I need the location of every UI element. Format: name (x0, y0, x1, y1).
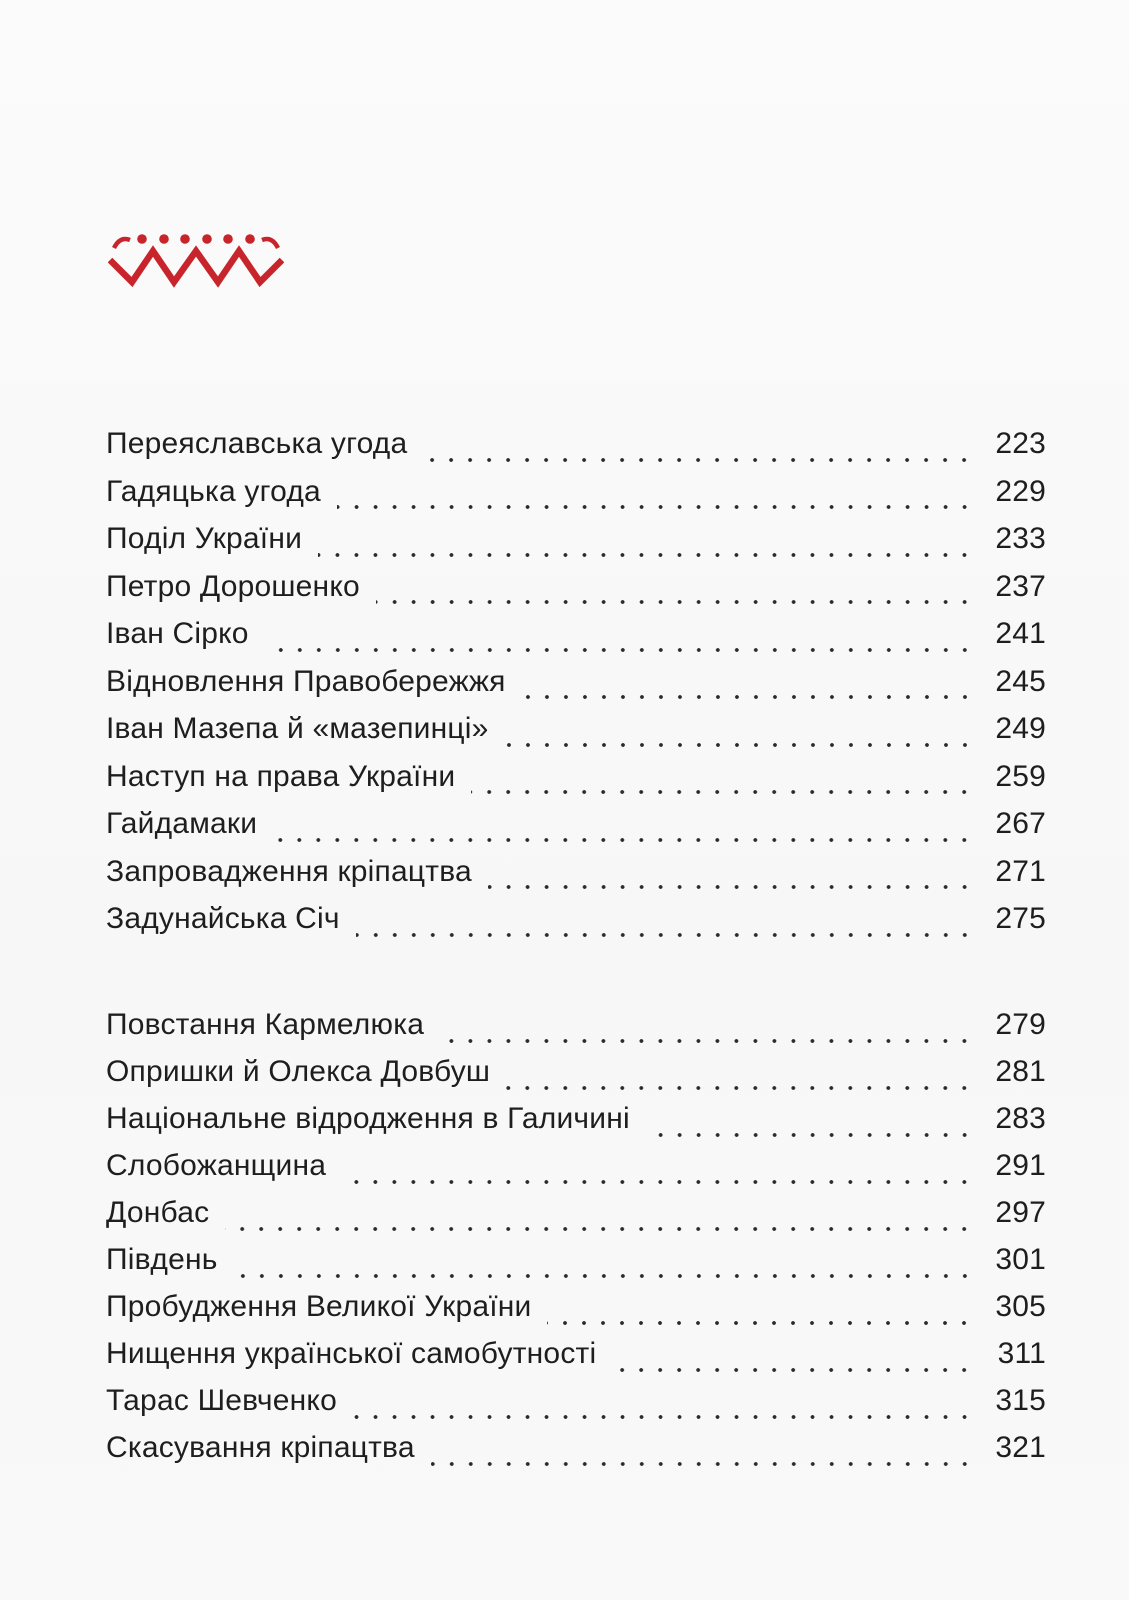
toc-entry-title: Запровадження кріпацтва (106, 854, 472, 888)
toc-entry-title: Поділ України (106, 522, 303, 555)
toc-entry-title: Південь (106, 1243, 218, 1276)
toc-entry-title: Петро Дорошенко (106, 569, 360, 603)
toc-entry-page: 279 (995, 1008, 1046, 1041)
toc-entry-title: Донбас (106, 1196, 210, 1229)
toc-entry-page: 223 (995, 427, 1046, 460)
toc-entry-page: 245 (995, 664, 1046, 698)
toc-leader-dots (522, 694, 974, 700)
toc-leader-dots (440, 1038, 974, 1044)
toc-entry-page: 275 (995, 902, 1046, 935)
toc-entry[interactable] (106, 614, 1046, 662)
toc-entry-title: Скасування кріпацтва (106, 1431, 415, 1464)
toc-entry-title: Гадяцька угода (106, 474, 321, 508)
toc-entry-title: Тарас Шевченко (106, 1384, 337, 1417)
toc-leader-dots (356, 932, 974, 938)
toc-entry[interactable] (106, 1240, 1046, 1287)
toc-entry[interactable] (106, 1146, 1046, 1193)
toc-entry-title: Опришки й Олекса Довбуш (106, 1055, 491, 1088)
toc-entry-page: 311 (997, 1337, 1046, 1370)
toc-entry-title: Іван Мазепа й «мазепинці» (106, 712, 489, 745)
toc-leader-dots (646, 1132, 974, 1138)
toc-entry-page: 305 (995, 1290, 1046, 1323)
toc-leader-dots (318, 552, 974, 558)
toc-leader-dots (612, 1367, 974, 1373)
toc-entry-title: Повстання Кармелюка (106, 1008, 425, 1041)
toc-entry[interactable] (106, 472, 1046, 520)
toc-entry-title: Задунайська Січ (106, 902, 340, 935)
toc-leader-dots (353, 1414, 974, 1420)
toc-group-1 (106, 424, 1046, 947)
toc-leader-dots (273, 837, 974, 843)
toc-leader-dots (376, 599, 974, 605)
toc-entry[interactable] (106, 1334, 1046, 1381)
toc-entry-page: 283 (995, 1102, 1046, 1135)
toc-entry[interactable] (106, 804, 1046, 852)
toc-entry[interactable] (106, 1428, 1046, 1475)
toc-leader-dots (488, 884, 974, 890)
toc-entry[interactable] (106, 709, 1046, 757)
toc-entry-page: 249 (995, 712, 1046, 745)
toc-entry[interactable] (106, 1005, 1046, 1052)
toc-leader-dots (265, 647, 974, 653)
toc-entry-page: 233 (995, 522, 1046, 555)
toc-entry-page: 241 (995, 617, 1046, 650)
toc-entry-page: 291 (995, 1149, 1046, 1182)
toc-entry[interactable] (106, 1381, 1046, 1428)
toc-leader-dots (505, 742, 974, 748)
toc-leader-dots (225, 1226, 974, 1232)
toc-entry-title: Національне відродження в Галичині (106, 1102, 630, 1135)
toc-entry-title: Відновлення Правобережжя (106, 664, 506, 698)
toc-entry-page: 281 (995, 1055, 1046, 1088)
toc-entry-page: 301 (995, 1243, 1046, 1276)
toc-leader-dots (547, 1320, 974, 1326)
toc-entry[interactable] (106, 852, 1046, 900)
toc-entry-page: 229 (995, 474, 1046, 508)
toc-entry[interactable] (106, 1052, 1046, 1099)
toc-entry[interactable] (106, 424, 1046, 472)
toc-entry-page: 271 (995, 854, 1046, 888)
toc-entry-title: Слобожанщина (106, 1149, 327, 1182)
toc-leader-dots (234, 1273, 974, 1279)
toc-entry[interactable] (106, 1193, 1046, 1240)
toc-entry-title: Пробудження Великої України (106, 1290, 532, 1323)
toc-entry-title: Гайдамаки (106, 807, 258, 840)
toc-leader-dots (506, 1085, 974, 1091)
toc-entry-page: 321 (995, 1431, 1046, 1464)
toc-entry-page: 315 (995, 1384, 1046, 1417)
toc-entry[interactable] (106, 519, 1046, 567)
toc-entry-page: 237 (995, 569, 1046, 603)
toc-entry-title: Переяславська угода (106, 427, 408, 460)
toc-leader-dots (471, 789, 974, 795)
toc-leader-dots (337, 504, 974, 510)
toc-entry-page: 267 (995, 807, 1046, 840)
toc-entry-page: 297 (995, 1196, 1046, 1229)
toc-leader-dots (423, 457, 974, 463)
toc-entry[interactable] (106, 1287, 1046, 1334)
toc-entry-page: 259 (995, 759, 1046, 793)
toc-entry-title: Іван Сірко (106, 617, 249, 650)
toc-group-2 (106, 1005, 1046, 1475)
toc-leader-dots (342, 1179, 974, 1185)
toc-entry[interactable] (106, 567, 1046, 615)
zigzag-ornament-icon (108, 226, 284, 292)
toc-entry-title: Наступ на права України (106, 759, 456, 793)
toc-entry[interactable] (106, 899, 1046, 947)
toc-entry[interactable] (106, 757, 1046, 805)
toc-entry-title: Нищення української самобутності (106, 1337, 597, 1370)
toc-entry[interactable] (106, 1099, 1046, 1146)
toc-leader-dots (431, 1461, 974, 1467)
toc-entry[interactable] (106, 662, 1046, 710)
